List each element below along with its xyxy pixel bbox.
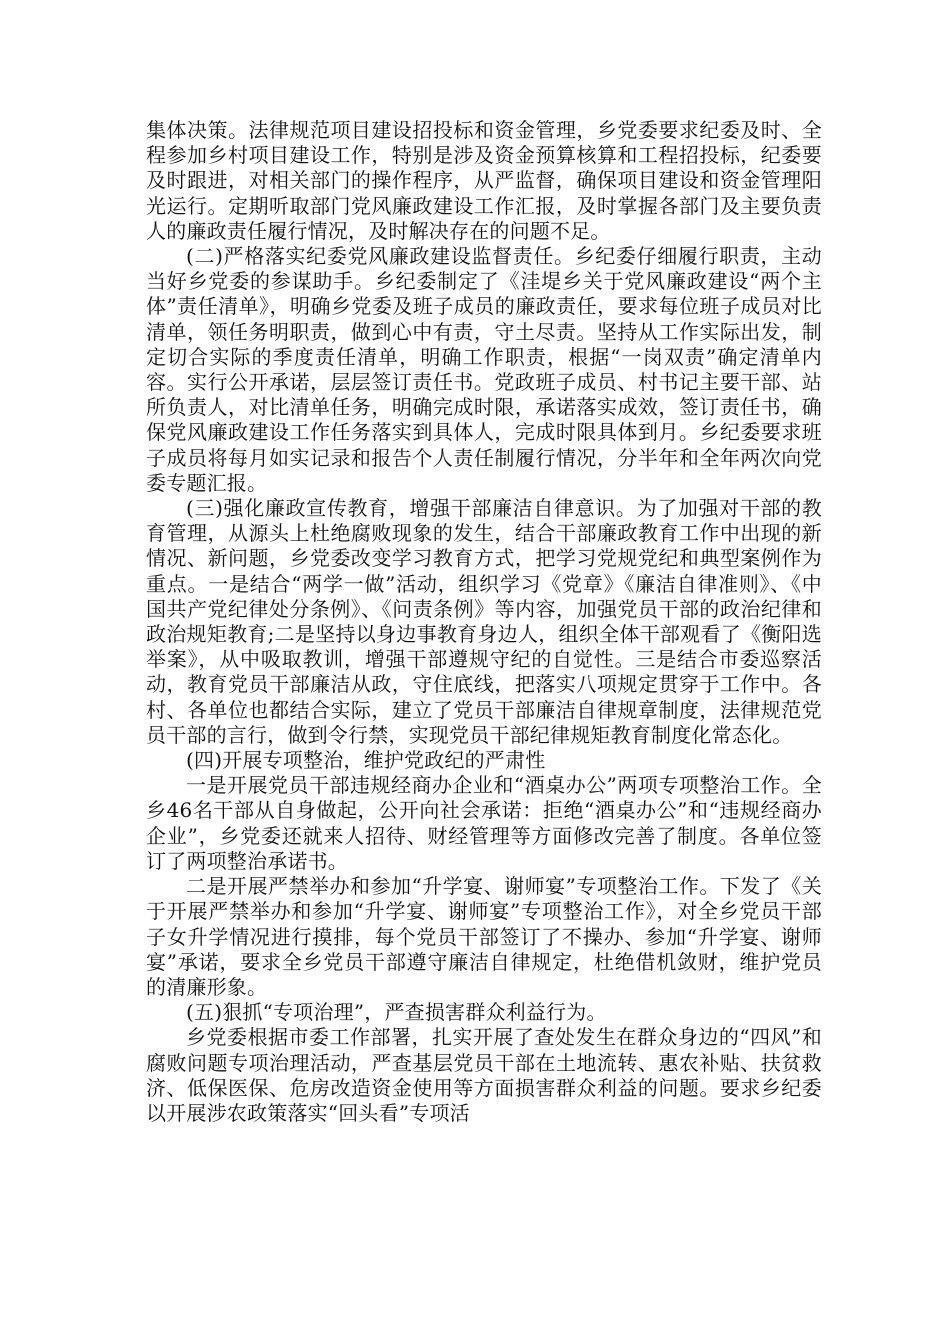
paragraph-7-heading: (五)狠抓“专项治理”，严查损害群众利益行为。 <box>186 1000 607 1025</box>
paragraph-5: 一是开展党员干部违规经商办企业和“酒桌办公”两项专项整治工作。全乡46名干部从自身做起，公开向社会承诺：拒绝“酒桌办公”和“违规经商办企业”，乡党委还就来人招待、财经管理等方面修改完善了制度。各单位签订了两项整治承诺书。 <box>146 773 822 873</box>
paragraph-3: (三)强化廉政宣传教育，增强干部廉洁自律意识。为了加强对干部的教育管理，从源头上杜绝腐败现象的发生，结合干部廉政教育工作中出现的新情况、新问题，乡党委改变学习教育方式，把学习党规党纪和典型案例作为重点。一是结合“两学一做”活动，组织学习《党章》《廉洁自律准则》、《中国共产党纪律处分条例》、《问责条例》等内容，加强党员干部的政治纪律和政治规矩教育;二是坚持以身边事教育身边人，组织全体干部观看了《衡阳选举案》，从中吸取教训，增强干部遵规守纪的自觉性。三是结合市委巡察活动，教育党员干部廉洁从政，守住底线，把落实八项规定贯穿于工作中。各村、各单位也都结合实际，建立了党员干部廉洁自律规章制度，法律规范党员干部的言行，做到令行禁，实现党员干部纪律规矩教育制度化常态化。 <box>146 496 822 747</box>
paragraph-1: 集体决策。法律规范项目建设招投标和资金管理，乡党委要求纪委及时、全程参加乡村项目建设工作，特别是涉及资金预算核算和工程招投标，纪委要及时跟进，对相关部门的操作程序，从严监督，确保项目建设和资金管理阳光运行。定期听取部门党风廉政建设工作汇报，及时掌握各部门及主要负责人的廉政责任履行情况，及时解决存在的问题不足。 <box>146 118 822 243</box>
paragraph-4-heading: (四)开展专项整治，维护党政纪的严肃性 <box>186 748 546 773</box>
paragraph-8: 乡党委根据市委工作部署，扎实开展了查处发生在群众身边的“四风”和腐败问题专项治理活动，严查基层党员干部在土地流转、惠农补贴、扶贫救济、低保医保、危房改造资金使用等方面损害群众利益的问题。要求乡纪委以开展涉农政策落实“回头看”专项活 <box>146 1025 822 1125</box>
document-page <box>146 118 822 1126</box>
paragraph-6: 二是开展严禁举办和参加“升学宴、谢师宴”专项整治工作。下发了《关于开展严禁举办和参加“升学宴、谢师宴”专项整治工作》，对全乡党员干部子女升学情况进行摸排，每个党员干部签订了不操办、参加“升学宴、谢师宴”承诺，要求全乡党员干部遵守廉洁自律规定，杜绝借机敛财，维护党员的清廉形象。 <box>146 874 822 999</box>
paragraph-2: (二)严格落实纪委党风廉政建设监督责任。乡纪委仔细履行职责，主动当好乡党委的参谋助手。乡纪委制定了《洼堤乡关于党风廉政建设“两个主体”责任清单》，明确乡党委及班子成员的廉政责任，要求每位班子成员对比清单，领任务明职责，做到心中有责，守土尽责。坚持从工作实际出发，制定切合实际的季度责任清单，明确工作职责，根据“一岗双责”确定清单内容。实行公开承诺，层层签订责任书。党政班子成员、村书记主要干部、站所负责人，对比清单任务，明确完成时限，承诺落实成效，签订责任书，确保党风廉政建设工作任务落实到具体人，完成时限具体到月。乡纪委要求班子成员将每月如实记录和报告个人责任制履行情况，分半年和全年两次向党委专题汇报。 <box>146 244 822 495</box>
